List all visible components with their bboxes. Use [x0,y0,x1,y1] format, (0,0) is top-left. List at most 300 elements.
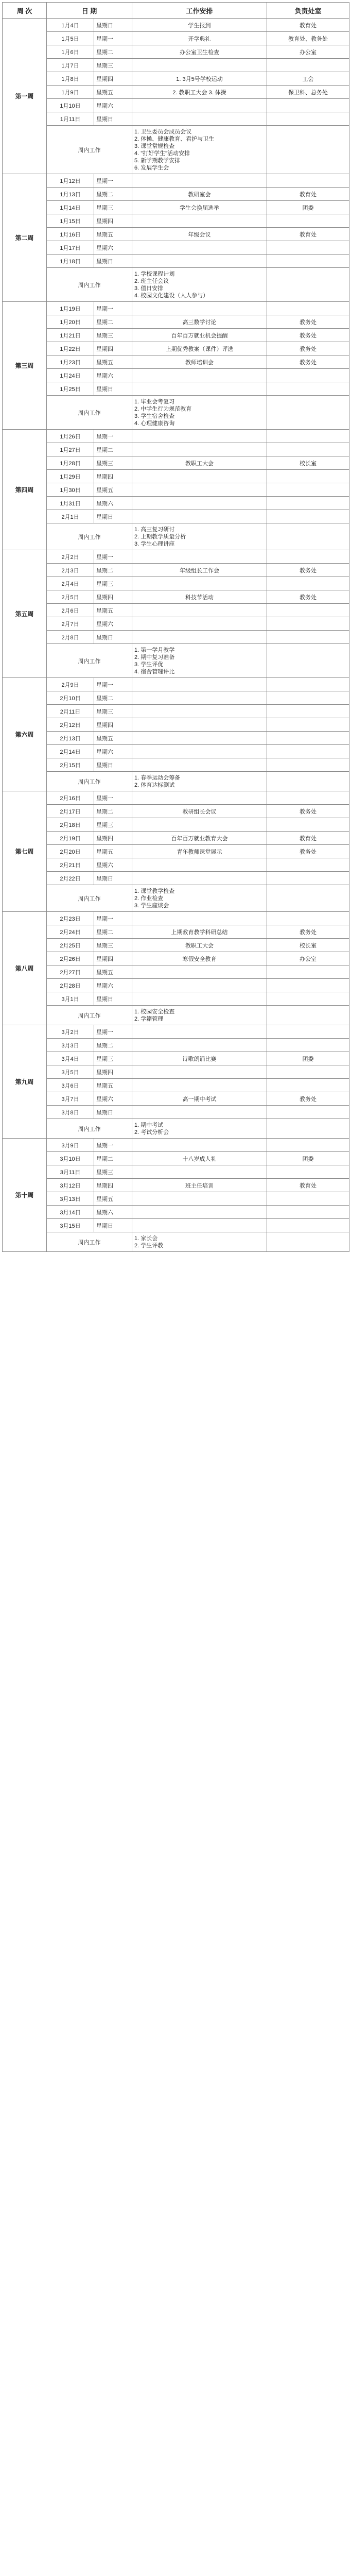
weekday-cell: 星期四 [94,470,132,483]
dept-cell [267,174,349,188]
weekly-work-item: 2. 学生评教 [134,1242,164,1249]
work-cell [132,872,267,885]
dept-cell [267,1165,349,1179]
schedule-table [2,2,349,1252]
work-cell [132,791,267,805]
dept-cell: 教育处、教务处 [267,32,349,45]
weekday-cell: 星期五 [94,355,132,369]
work-cell [132,992,267,1006]
schedule-row [3,818,349,832]
schedule-row [3,791,349,805]
date-cell: 1月15日 [47,214,94,228]
weekday-cell: 星期四 [94,952,132,965]
weekday-cell: 星期日 [94,631,132,644]
weekly-work-item: 4. 心理健康咨询 [134,420,175,427]
header-week: 周 次 [3,3,47,19]
date-cell: 2月24日 [47,925,94,939]
weekly-work-item: 2. 学籍管理 [134,1015,164,1022]
week-label: 第六周 [3,678,47,791]
dept-cell [267,1219,349,1232]
date-cell: 2月21日 [47,858,94,872]
weekday-cell: 星期六 [94,369,132,382]
work-cell: 百年百万就业机会提醒 [132,329,267,342]
dept-cell [267,1039,349,1052]
date-cell: 2月18日 [47,818,94,832]
date-cell: 1月13日 [47,188,94,201]
schedule-row [3,1206,349,1219]
dept-cell [267,965,349,979]
dept-cell: 教育处 [267,228,349,241]
dept-cell [267,59,349,72]
weekly-work-item: 2. 上期教学质量分析 [134,533,186,540]
weekday-cell: 星期六 [94,745,132,758]
work-cell [132,577,267,590]
schedule-row [3,718,349,732]
work-cell [132,214,267,228]
work-cell [132,1206,267,1219]
schedule-row [3,470,349,483]
weekly-work-row [3,523,349,550]
date-cell: 1月19日 [47,302,94,315]
work-cell [132,443,267,456]
date-cell: 1月14日 [47,201,94,214]
weekday-cell: 星期三 [94,577,132,590]
work-cell: 高三数学讨论 [132,315,267,329]
schedule-row [3,577,349,590]
work-cell [132,255,267,268]
date-cell: 3月13日 [47,1192,94,1206]
weekday-cell: 星期四 [94,342,132,355]
work-cell [132,382,267,396]
weekday-cell: 星期四 [94,832,132,845]
week-label: 第十周 [3,1139,47,1252]
work-cell: 年级会议 [132,228,267,241]
weekday-cell: 星期一 [94,174,132,188]
dept-cell [267,631,349,644]
date-cell: 2月1日 [47,510,94,523]
dept-cell: 教务处 [267,329,349,342]
weekly-work-item: 4. "打好学生"活动安排 [134,150,190,157]
weekday-cell: 星期一 [94,912,132,925]
dept-cell [267,550,349,564]
schedule-row [3,19,349,32]
weekday-cell: 星期五 [94,732,132,745]
dept-cell [267,302,349,315]
weekday-cell: 星期一 [94,791,132,805]
schedule-row [3,1165,349,1179]
schedule-row [3,1139,349,1152]
schedule-row [3,329,349,342]
weekly-work-label: 周内工作 [47,1232,132,1252]
weekday-cell: 星期二 [94,805,132,818]
schedule-row [3,1192,349,1206]
schedule-row [3,510,349,523]
schedule-row [3,497,349,510]
weekday-cell: 星期二 [94,564,132,577]
date-cell: 2月9日 [47,678,94,691]
work-cell [132,174,267,188]
weekday-cell: 星期二 [94,45,132,59]
weekly-work-item: 2. 中学生行为规范教育 [134,405,192,412]
work-cell: 班主任培训 [132,1179,267,1192]
weekly-work-label: 周内工作 [47,396,132,430]
date-cell: 2月25日 [47,939,94,952]
weekly-work-dept [267,1232,349,1252]
weekday-cell: 星期四 [94,1179,132,1192]
weekly-work-item: 1. 卫生委员会成员会议 [134,128,192,135]
schedule-row [3,99,349,112]
work-cell [132,241,267,255]
weekly-work-cell [132,772,267,791]
dept-cell [267,718,349,732]
schedule-row [3,691,349,705]
work-cell [132,705,267,718]
weekday-cell: 星期日 [94,19,132,32]
schedule-row [3,342,349,355]
dept-cell: 教育处 [267,19,349,32]
weekday-cell: 星期四 [94,72,132,86]
date-cell: 1月22日 [47,342,94,355]
date-cell: 3月14日 [47,1206,94,1219]
schedule-row [3,430,349,443]
dept-cell: 教育处 [267,1179,349,1192]
weekday-cell: 星期二 [94,315,132,329]
work-cell [132,745,267,758]
schedule-row [3,858,349,872]
schedule-row [3,174,349,188]
work-cell [132,732,267,745]
schedule-row [3,443,349,456]
work-cell: 1. 3月5号学校运动 [132,72,267,86]
weekday-cell: 星期六 [94,1092,132,1106]
date-cell: 1月30日 [47,483,94,497]
date-cell: 2月13日 [47,732,94,745]
dept-cell [267,255,349,268]
work-cell: 教研组长会议 [132,805,267,818]
weekday-cell: 星期二 [94,443,132,456]
date-cell: 3月3日 [47,1039,94,1052]
dept-cell [267,912,349,925]
weekday-cell: 星期五 [94,1192,132,1206]
weekday-cell: 星期二 [94,1039,132,1052]
weekday-cell: 星期日 [94,255,132,268]
weekly-work-label: 周内工作 [47,268,132,302]
weekday-cell: 星期一 [94,678,132,691]
work-cell [132,1139,267,1152]
schedule-row [3,201,349,214]
schedule-row [3,925,349,939]
date-cell: 3月12日 [47,1179,94,1192]
dept-cell: 校长室 [267,939,349,952]
work-cell [132,758,267,772]
dept-cell [267,791,349,805]
date-cell: 2月3日 [47,564,94,577]
weekday-cell: 星期日 [94,382,132,396]
dept-cell: 办公室 [267,952,349,965]
work-cell [132,718,267,732]
work-cell: 教师培训会 [132,355,267,369]
dept-cell: 教务处 [267,355,349,369]
schedule-row [3,705,349,718]
schedule-row [3,72,349,86]
weekly-work-item: 3. 学生评优 [134,661,164,668]
date-cell: 2月26日 [47,952,94,965]
date-cell: 2月7日 [47,617,94,631]
date-cell: 3月10日 [47,1152,94,1165]
dept-cell [267,497,349,510]
date-cell: 2月6日 [47,604,94,617]
date-cell: 3月1日 [47,992,94,1006]
date-cell: 3月4日 [47,1052,94,1065]
weekly-work-row [3,126,349,174]
dept-cell: 教务处 [267,564,349,577]
weekday-cell: 星期五 [94,1079,132,1092]
weekly-work-dept [267,1119,349,1139]
dept-cell: 教育处 [267,832,349,845]
dept-cell [267,872,349,885]
week-label: 第四周 [3,430,47,550]
dept-cell [267,617,349,631]
schedule-row [3,241,349,255]
schedule-row [3,483,349,497]
date-cell: 1月9日 [47,86,94,99]
schedule-row [3,617,349,631]
work-cell [132,1065,267,1079]
weekday-cell: 星期四 [94,214,132,228]
date-cell: 1月7日 [47,59,94,72]
weekly-work-label: 周内工作 [47,885,132,912]
schedule-row [3,188,349,201]
work-cell [132,965,267,979]
dept-cell [267,577,349,590]
dept-cell: 办公室 [267,45,349,59]
weekly-work-dept [267,772,349,791]
schedule-row [3,604,349,617]
weekday-cell: 星期三 [94,1052,132,1065]
work-cell [132,678,267,691]
weekly-work-item: 1. 第一学月教学 [134,647,175,653]
date-cell: 2月19日 [47,832,94,845]
date-cell: 1月12日 [47,174,94,188]
weekly-work-item: 3. 学生座谈会 [134,902,169,909]
work-cell [132,470,267,483]
date-cell: 1月8日 [47,72,94,86]
date-cell: 1月26日 [47,430,94,443]
schedule-row [3,832,349,845]
work-cell: 年级组长工作会 [132,564,267,577]
weekday-cell: 星期五 [94,965,132,979]
weekly-work-item: 2. 作业检查 [134,895,164,902]
weekday-cell: 星期二 [94,925,132,939]
weekday-cell: 星期三 [94,705,132,718]
dept-cell [267,241,349,255]
work-cell [132,631,267,644]
dept-cell [267,443,349,456]
weekday-cell: 星期三 [94,329,132,342]
dept-cell: 校长室 [267,456,349,470]
date-cell: 2月17日 [47,805,94,818]
work-cell: 办公室卫生检查 [132,45,267,59]
weekly-work-item: 1. 学校课程计划 [134,270,175,277]
dept-cell [267,745,349,758]
weekly-work-item: 1. 家长会 [134,1235,158,1242]
work-cell: 十八岁成人礼 [132,1152,267,1165]
schedule-row [3,678,349,691]
weekly-work-item: 3. 课堂常规检查 [134,143,175,149]
weekday-cell: 星期五 [94,483,132,497]
schedule-row [3,369,349,382]
dept-cell: 教育处 [267,188,349,201]
weekly-work-dept [267,644,349,678]
date-cell: 3月15日 [47,1219,94,1232]
date-cell: 1月17日 [47,241,94,255]
weekday-cell: 星期日 [94,112,132,126]
week-label: 第九周 [3,1025,47,1139]
weekly-work-item: 1. 高三复习研讨 [134,526,175,533]
work-cell [132,550,267,564]
date-cell: 1月23日 [47,355,94,369]
work-cell: 诗歌朗诵比赛 [132,1052,267,1065]
header-work: 工作安排 [132,3,267,19]
schedule-row [3,965,349,979]
dept-cell [267,858,349,872]
weekly-work-item: 5. 新学期教学安排 [134,157,181,164]
dept-cell [267,1106,349,1119]
weekly-work-item: 3. 学生宿舍检查 [134,413,175,419]
date-cell: 3月6日 [47,1079,94,1092]
date-cell: 3月7日 [47,1092,94,1106]
work-cell [132,483,267,497]
schedule-row [3,758,349,772]
schedule-row [3,59,349,72]
schedule-row [3,1179,349,1192]
weekly-work-item: 1. 春季运动会筹备 [134,774,181,781]
weekly-work-item: 2. 考试分析会 [134,1129,169,1136]
dept-cell [267,382,349,396]
dept-cell [267,818,349,832]
schedule-row [3,939,349,952]
date-cell: 2月5日 [47,590,94,604]
date-cell: 2月4日 [47,577,94,590]
schedule-row [3,302,349,315]
date-cell: 2月28日 [47,979,94,992]
work-cell: 教研室会 [132,188,267,201]
weekday-cell: 星期五 [94,228,132,241]
work-cell [132,1219,267,1232]
weekly-work-label: 周内工作 [47,1119,132,1139]
dept-cell [267,112,349,126]
schedule-row [3,805,349,818]
date-cell: 3月5日 [47,1065,94,1079]
date-cell: 2月22日 [47,872,94,885]
dept-cell [267,979,349,992]
date-cell: 3月11日 [47,1165,94,1179]
date-cell: 2月10日 [47,691,94,705]
dept-cell [267,510,349,523]
date-cell: 2月2日 [47,550,94,564]
weekday-cell: 星期三 [94,939,132,952]
dept-cell: 教务处 [267,805,349,818]
weekly-work-row [3,1119,349,1139]
weekly-work-cell [132,1119,267,1139]
weekly-work-item: 2. 体育达标测试 [134,782,175,788]
weekly-work-dept [267,268,349,302]
work-cell [132,979,267,992]
work-cell [132,369,267,382]
work-cell [132,99,267,112]
weekday-cell: 星期日 [94,872,132,885]
date-cell: 1月10日 [47,99,94,112]
work-cell [132,59,267,72]
date-cell: 1月28日 [47,456,94,470]
schedule-row [3,315,349,329]
week-label: 第一周 [3,19,47,174]
weekday-cell: 星期三 [94,1165,132,1179]
date-cell: 2月20日 [47,845,94,858]
weekday-cell: 星期二 [94,188,132,201]
schedule-row [3,1106,349,1119]
weekly-work-cell [132,1232,267,1252]
weekly-work-item: 2. 期中复习准备 [134,654,175,660]
date-cell: 1月31日 [47,497,94,510]
date-cell: 1月27日 [47,443,94,456]
weekly-work-dept [267,396,349,430]
weekday-cell: 星期一 [94,430,132,443]
weekday-cell: 星期一 [94,1139,132,1152]
schedule-row [3,1025,349,1039]
date-cell: 2月27日 [47,965,94,979]
weekly-work-cell [132,885,267,912]
schedule-row [3,1039,349,1052]
weekday-cell: 星期五 [94,604,132,617]
dept-cell [267,483,349,497]
dept-cell: 工会 [267,72,349,86]
weekday-cell: 星期六 [94,979,132,992]
weekly-work-row [3,268,349,302]
schedule-row [3,1152,349,1165]
week-label: 第七周 [3,791,47,912]
dept-cell: 教务处 [267,1092,349,1106]
weekly-work-dept [267,126,349,174]
weekday-cell: 星期四 [94,1065,132,1079]
weekly-work-cell [132,644,267,678]
date-cell: 3月9日 [47,1139,94,1152]
schedule-row [3,1092,349,1106]
work-cell [132,1039,267,1052]
date-cell: 2月15日 [47,758,94,772]
weekday-cell: 星期日 [94,1219,132,1232]
dept-cell: 教务处 [267,342,349,355]
date-cell: 1月25日 [47,382,94,396]
weekday-cell: 星期二 [94,691,132,705]
date-cell: 2月8日 [47,631,94,644]
work-cell [132,112,267,126]
weekly-work-cell [132,523,267,550]
work-cell: 上期优秀教案（课件）评选 [132,342,267,355]
weekday-cell: 星期五 [94,86,132,99]
weekday-cell: 星期一 [94,302,132,315]
schedule-row [3,1079,349,1092]
weekly-work-cell [132,396,267,430]
weekday-cell: 星期三 [94,59,132,72]
date-cell: 1月21日 [47,329,94,342]
week-label: 第八周 [3,912,47,1025]
work-cell [132,302,267,315]
weekly-work-item: 3. 值日安排 [134,285,164,292]
work-cell: 2. 教职工大会 3. 体操 [132,86,267,99]
work-cell [132,818,267,832]
schedule-row [3,1065,349,1079]
